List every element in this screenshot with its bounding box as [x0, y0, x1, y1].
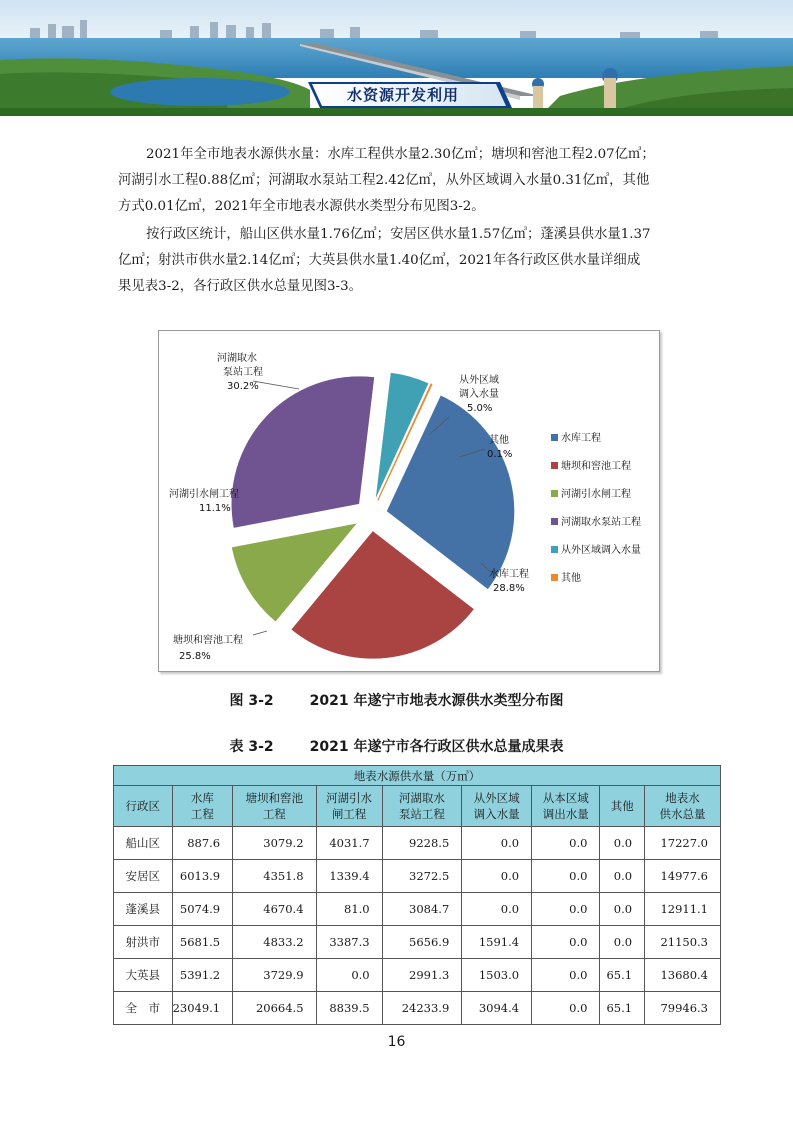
value-cell: 5074.9 [172, 893, 233, 926]
pie-percent-label: 25.8% [179, 651, 211, 662]
value-cell: 0.0 [462, 893, 532, 926]
table-row [114, 992, 721, 1025]
value-cell: 0.0 [532, 827, 600, 860]
value-cell: 3272.5 [382, 860, 462, 893]
table-caption [0, 736, 793, 756]
pie-leader-line [253, 631, 267, 635]
value-cell: 12911.1 [645, 893, 721, 926]
column-header-line: 其他 [610, 799, 634, 813]
pie-percent-label: 5.0% [467, 403, 493, 414]
legend-swatch [551, 462, 558, 469]
column-header-line: 工程 [262, 807, 286, 821]
legend-swatch [551, 574, 558, 581]
value-cell: 0.0 [532, 893, 600, 926]
value-cell: 2991.3 [382, 959, 462, 992]
pie-label: 其他 [489, 435, 509, 446]
value-cell: 3094.4 [462, 992, 532, 1025]
value-cell: 6013.9 [172, 860, 233, 893]
column-header [114, 786, 173, 827]
pie-percent-label: 30.2% [227, 381, 259, 392]
column-header [172, 786, 233, 827]
value-cell: 0.0 [532, 959, 600, 992]
value-cell: 3079.2 [233, 827, 316, 860]
pie-percent-label: 11.1% [199, 503, 231, 514]
value-cell: 23049.1 [172, 992, 233, 1025]
value-cell: 5656.9 [382, 926, 462, 959]
column-header-line: 地表水 [665, 791, 700, 805]
column-header-line: 从本区域 [542, 791, 589, 805]
water-supply-table [113, 765, 721, 1025]
pie-label: 塘坝和窖池工程 [173, 635, 243, 646]
value-cell: 20664.5 [233, 992, 316, 1025]
table-row [114, 959, 721, 992]
value-cell: 4670.4 [233, 893, 316, 926]
pie-chart [159, 331, 659, 671]
column-header [462, 786, 532, 827]
table-row [114, 827, 721, 860]
district-cell: 船山区 [114, 827, 173, 860]
column-header [645, 786, 721, 827]
pie-leader-line [253, 381, 299, 389]
column-header [233, 786, 316, 827]
value-cell: 65.1 [600, 959, 645, 992]
value-cell: 14977.6 [645, 860, 721, 893]
value-cell: 81.0 [316, 893, 382, 926]
legend-swatch [551, 546, 558, 553]
column-header-line: 行政区 [125, 799, 161, 813]
value-cell: 4351.8 [233, 860, 316, 893]
value-cell: 13680.4 [645, 959, 721, 992]
value-cell: 4833.2 [233, 926, 316, 959]
figure-caption [0, 690, 793, 710]
paragraph-line: 按行政区统计，船山区供水量1.76亿㎥；安居区供水量1.57亿㎥；蓬溪县供水量1.37 [146, 227, 651, 242]
value-cell: 24233.9 [382, 992, 462, 1025]
column-header [316, 786, 382, 827]
table-super-header: 地表水源供水量（万㎥） [114, 766, 721, 786]
legend-swatch [551, 434, 558, 441]
column-header-line: 调入水量 [473, 807, 520, 821]
figure-number: 图 3-2 [229, 693, 274, 709]
pie-label: 调入水量 [459, 389, 499, 400]
column-header-line: 塘坝和窖池 [245, 791, 304, 805]
value-cell: 3729.9 [233, 959, 316, 992]
value-cell: 8839.5 [316, 992, 382, 1025]
paragraph-surface-water-supply [118, 142, 698, 220]
value-cell: 887.6 [172, 827, 233, 860]
legend-label: 从外区域调入水量 [561, 545, 641, 556]
pie-percent-label: 0.1% [487, 449, 513, 460]
value-cell: 0.0 [600, 926, 645, 959]
pie-label: 水库工程 [489, 569, 529, 580]
column-header-line: 闸工程 [331, 807, 367, 821]
value-cell: 0.0 [600, 893, 645, 926]
column-header-line: 水库 [190, 791, 214, 805]
value-cell: 0.0 [600, 827, 645, 860]
pie-chart-frame [158, 330, 660, 672]
pie-slice [231, 376, 374, 528]
pie-label: 河湖取水 [217, 353, 257, 364]
value-cell: 79946.3 [645, 992, 721, 1025]
value-cell: 5681.5 [172, 926, 233, 959]
column-header-line: 调出水量 [542, 807, 589, 821]
pie-percent-label: 28.8% [493, 583, 525, 594]
pie-label: 河湖引水闸工程 [169, 489, 239, 500]
table-number: 表 3-2 [229, 739, 274, 755]
pie-label: 从外区域 [459, 375, 499, 386]
header-banner [0, 0, 793, 116]
district-cell: 全 市 [114, 992, 173, 1025]
legend-label: 河湖取水泵站工程 [561, 517, 641, 528]
value-cell: 1591.4 [462, 926, 532, 959]
section-title: 水资源开发利用 [346, 86, 459, 104]
value-cell: 0.0 [532, 860, 600, 893]
value-cell: 21150.3 [645, 926, 721, 959]
table-body [114, 827, 721, 1025]
value-cell: 5391.2 [172, 959, 233, 992]
value-cell: 0.0 [462, 827, 532, 860]
district-cell: 安居区 [114, 860, 173, 893]
legend-label: 其他 [561, 573, 581, 584]
value-cell: 17227.0 [645, 827, 721, 860]
column-header-line: 供水总量 [659, 807, 706, 821]
legend-swatch [551, 490, 558, 497]
column-header [600, 786, 645, 827]
value-cell: 9228.5 [382, 827, 462, 860]
table-row [114, 893, 721, 926]
table-column-headers [114, 786, 721, 827]
legend-label: 水库工程 [561, 433, 601, 444]
legend-label: 塘坝和窖池工程 [561, 461, 631, 472]
pie-label: 泵站工程 [223, 367, 263, 378]
value-cell: 0.0 [316, 959, 382, 992]
legend-label: 河湖引水闸工程 [561, 489, 631, 500]
table-row [114, 860, 721, 893]
value-cell: 0.0 [462, 860, 532, 893]
value-cell: 3387.3 [316, 926, 382, 959]
paragraph-line: 亿㎥；射洪市供水量2.14亿㎥；大英县供水量1.40亿㎥，2021年各行政区供水量详细成 [118, 253, 641, 268]
column-header-line: 从外区域 [473, 791, 520, 805]
figure-title: 2021 年遂宁市地表水源供水类型分布图 [309, 693, 564, 709]
value-cell: 65.1 [600, 992, 645, 1025]
value-cell: 1339.4 [316, 860, 382, 893]
paragraph-district-supply [118, 222, 698, 300]
paragraph-line: 方式0.01亿㎥，2021年全市地表水源供水类型分布见图3-2。 [118, 199, 485, 214]
district-cell: 大英县 [114, 959, 173, 992]
value-cell: 1503.0 [462, 959, 532, 992]
column-header [382, 786, 462, 827]
value-cell: 0.0 [600, 860, 645, 893]
district-cell: 蓬溪县 [114, 893, 173, 926]
paragraph-line: 河湖引水工程0.88亿㎥；河湖取水泵站工程2.42亿㎥，从外区域调入水量0.31亿㎥，其他 [118, 173, 650, 188]
column-header-line: 泵站工程 [398, 807, 445, 821]
table-row [114, 926, 721, 959]
value-cell: 4031.7 [316, 827, 382, 860]
page-number: 16 [387, 1034, 406, 1050]
value-cell: 0.0 [532, 926, 600, 959]
column-header-line: 河湖引水 [326, 791, 373, 805]
value-cell: 0.0 [532, 992, 600, 1025]
paragraph-line: 果见表3-2，各行政区供水总量见图3-3。 [118, 279, 362, 294]
column-header-line: 工程 [190, 807, 214, 821]
value-cell: 3084.7 [382, 893, 462, 926]
paragraph-line: 2021年全市地表水源供水量：水库工程供水量2.30亿㎥；塘坝和窖池工程2.07亿㎥； [146, 147, 655, 162]
section-tag [308, 82, 508, 108]
district-cell: 射洪市 [114, 926, 173, 959]
legend-swatch [551, 518, 558, 525]
column-header [532, 786, 600, 827]
table-title: 2021 年遂宁市各行政区供水总量成果表 [309, 739, 564, 755]
column-header-line: 河湖取水 [398, 791, 445, 805]
